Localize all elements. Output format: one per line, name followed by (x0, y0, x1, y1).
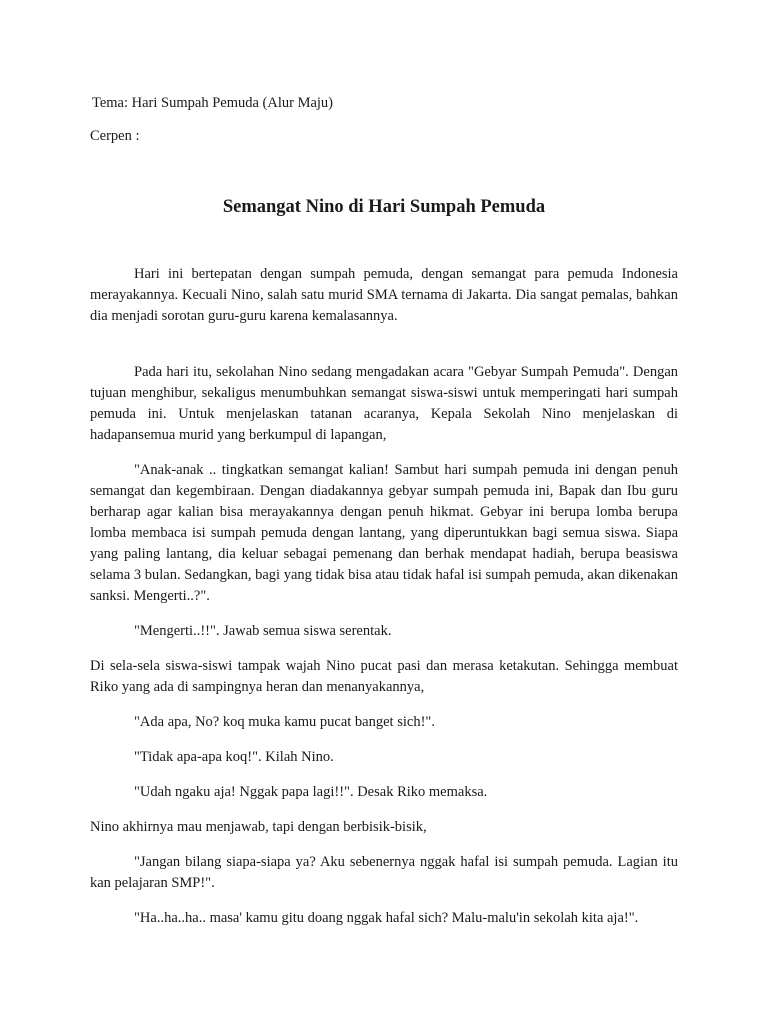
paragraph: "Udah ngaku aja! Nggak papa lagi!!". Desak Riko memaksa. (134, 784, 488, 800)
theme-line: Tema: Hari Sumpah Pemuda (Alur Maju) (92, 95, 333, 111)
paragraph: Nino akhirnya mau menjawab, tapi dengan berbisik-bisik, (90, 819, 427, 835)
story-body (90, 264, 678, 943)
paragraph: Pada hari itu, sekolahan Nino sedang mengadakan acara "Gebyar Sumpah Pemuda". Dengan tujuan menghibur, sekaligus menumbuhkan semangat siswa-siswi untuk memperingati hari sumpah pemuda ini. Untuk menjelaskan tatanan acaranya, Kepala Sekolah Nino menjelaskan di hadapansemua murid yang berkumpul di lapangan, (90, 364, 678, 443)
paragraph: "Mengerti..!!". Jawab semua siswa serentak. (134, 623, 392, 639)
paragraph: Di sela-sela siswa-siswi tampak wajah Nino pucat pasi dan merasa ketakutan. Sehingga membuat Riko yang ada di sampingnya heran dan menanyakannya, (90, 658, 678, 695)
paragraph: "Ha..ha..ha.. masa' kamu gitu doang nggak hafal sich? Malu-malu'in sekolah kita aja!". (134, 910, 639, 926)
paragraph: "Anak-anak .. tingkatkan semangat kalian! Sambut hari sumpah pemuda ini dengan penuh semangat dan kegembiraan. Dengan diadakannya gebyar sumpah pemuda ini, Bapak dan Ibu guru berharap agar kalian bisa merayakannya dengan penuh hikmat. Gebyar ini berupa lomba berupa lomba membaca isi sumpah pemuda dengan lantang, yang diperuntukkan bagi semua siswa. Siapa yang paling lantang, dia keluar sebagai pemenang dan berhak mendapat hadiah, berupa beasiswa selama 3 bulan. Sedangkan, bagi yang tidak bisa atau tidak hafal isi sumpah pemuda, akan dikenakan sanksi. Mengerti..?". (90, 462, 678, 604)
paragraph: Hari ini bertepatan dengan sumpah pemuda, dengan semangat para pemuda Indonesia merayakannya. Kecuali Nino, salah satu murid SMA ternama di Jakarta. Dia sangat pemalas, bahkan dia menjadi sorotan guru-guru karena kemalasannya. (90, 266, 678, 324)
story-title: Semangat Nino di Hari Sumpah Pemuda (222, 197, 546, 217)
paragraph: "Tidak apa-apa koq!". Kilah Nino. (134, 749, 334, 765)
paragraph: "Ada apa, No? koq muka kamu pucat banget sich!". (134, 714, 435, 730)
paragraph: "Jangan bilang siapa-siapa ya? Aku sebenernya nggak hafal isi sumpah pemuda. Lagian itu kan pelajaran SMP!". (90, 854, 678, 891)
genre-line: Cerpen : (90, 128, 140, 144)
